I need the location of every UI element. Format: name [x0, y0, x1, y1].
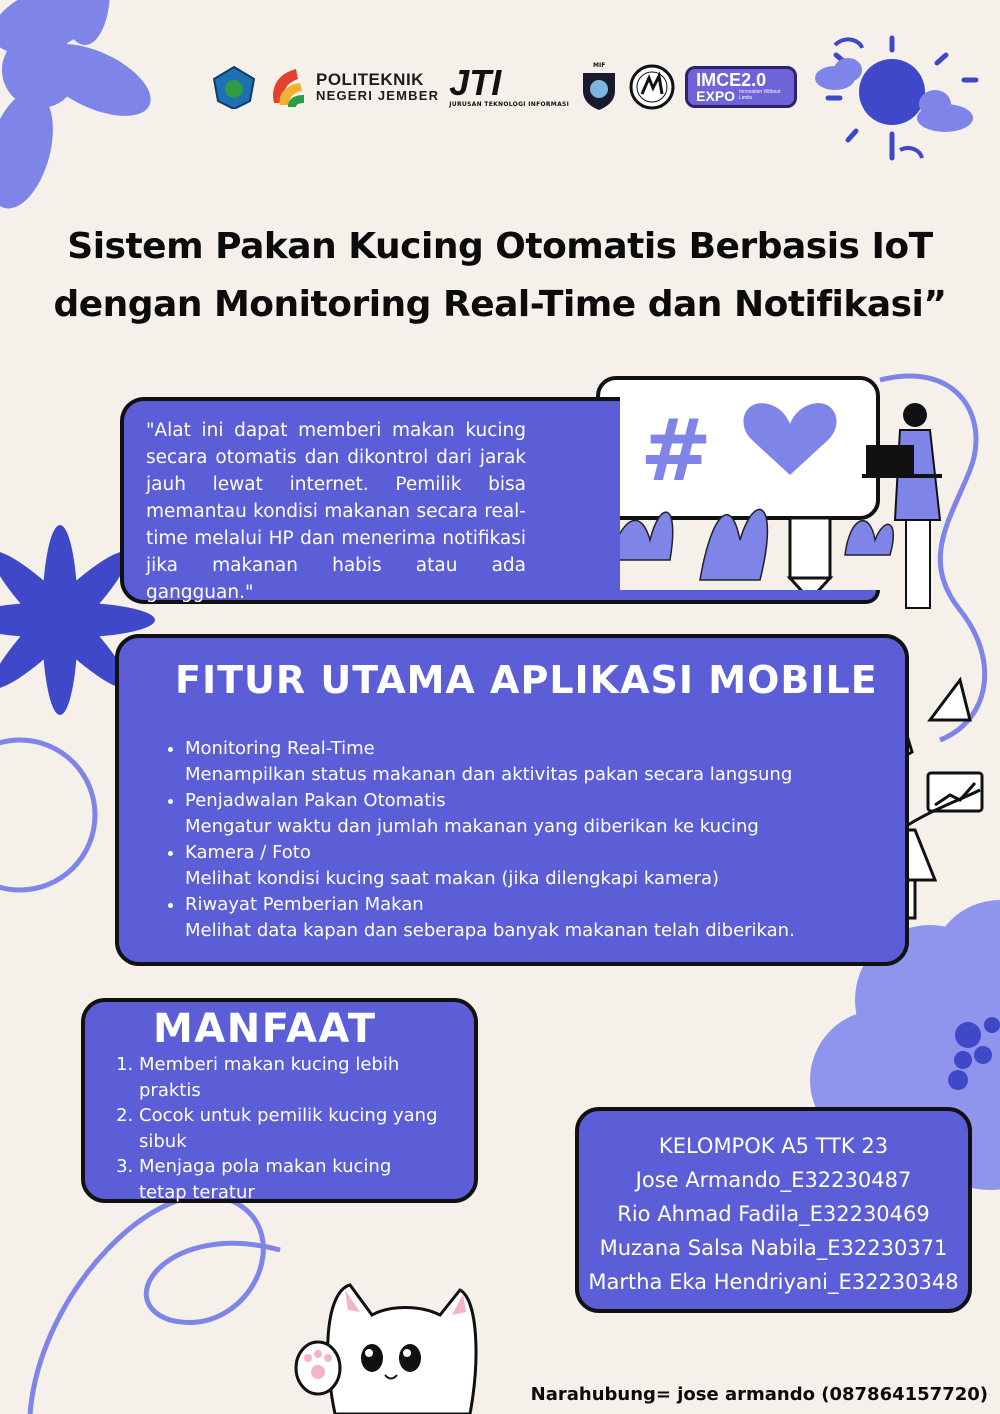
svg-text:#: #	[640, 401, 713, 501]
benefit-item: 1. Memberi makan kucing lebih praktis	[139, 1052, 439, 1103]
benefit-item: 3. Menjaga pola makan kucing tetap teratur	[139, 1154, 439, 1205]
institution-line1: POLITEKNIK	[316, 69, 424, 89]
page-title	[40, 218, 960, 334]
jti-logo-text: JTI	[449, 62, 502, 103]
benefits-list	[119, 1052, 439, 1205]
feature-title: • Kamera / Foto	[185, 842, 311, 863]
circle-outline-decoration	[0, 740, 95, 890]
expo-tagline: Innovation Without Limits	[739, 89, 781, 101]
mif-logo	[579, 62, 619, 111]
flower-decoration-top-left	[0, 0, 161, 216]
institution-line2: NEGERI JEMBER	[316, 87, 440, 103]
feature-item	[185, 736, 885, 788]
description-panel-tail	[600, 590, 880, 604]
group-member: Muzana Salsa Nabila_E32230371	[599, 1236, 948, 1260]
benefit-item: 2. Cocok untuk pemilik kucing yang sibuk	[139, 1103, 439, 1154]
group-members-panel	[575, 1107, 972, 1313]
feature-title: • Riwayat Pemberian Makan	[185, 894, 424, 915]
polije-name	[316, 71, 439, 102]
imce-expo-logo	[685, 66, 797, 108]
features-list	[167, 736, 885, 944]
feature-title: • Penjadwalan Pakan Otomatis	[185, 790, 446, 811]
cat-illustration	[296, 1285, 476, 1414]
feature-desc: Melihat kondisi kucing saat makan (jika dilengkapi kamera)	[185, 868, 720, 889]
group-member: Jose Armando_E32230487	[635, 1168, 912, 1192]
loop-decoration-bottom-left	[30, 1195, 280, 1414]
group-member: Martha Eka Hendriyani_E32230348	[588, 1270, 959, 1294]
pemkab-jember-logo-icon	[212, 65, 256, 109]
feature-item	[185, 840, 885, 892]
description-text: "Alat ini dapat memberi makan kucing secara otomatis dan dikontrol dari jarak jauh lewat internet. Pemilik bisa memantau kondisi makanan secara real-time melalui HP dan menerima notifikasi jika makanan habis atau ada gangguan."	[146, 420, 526, 603]
expo-line2: EXPO	[696, 87, 736, 104]
expo-line1: IMCE2.0	[696, 69, 767, 90]
title-line2: dengan Monitoring Real-Time dan Notifikasi”	[53, 284, 947, 325]
feature-title: • Monitoring Real-Time	[185, 738, 375, 759]
features-panel	[115, 634, 909, 966]
sun-icon	[828, 38, 976, 158]
benefits-panel	[81, 998, 478, 1203]
feature-item	[185, 788, 885, 840]
feature-desc: Mengatur waktu dan jumlah makanan yang diberikan ke kucing	[185, 816, 759, 837]
polije-logo-icon	[266, 65, 306, 109]
ttk-seal-icon	[629, 64, 675, 110]
jti-subtitle: JURUSAN TEKNOLOGI INFORMASI	[449, 101, 570, 108]
features-heading: FITUR UTAMA APLIKASI MOBILE	[175, 658, 878, 702]
feature-desc: Menampilkan status makanan dan aktivitas pakan secara langsung	[185, 764, 793, 785]
jti-logo	[449, 62, 570, 108]
feature-desc: Melihat data kapan dan seberapa banyak makanan telah diberikan.	[185, 920, 795, 941]
description-panel	[120, 397, 620, 604]
group-member: Rio Ahmad Fadila_E32230469	[617, 1202, 930, 1226]
contact-person: Narahubung= jose armando (087864157720)	[530, 1384, 988, 1405]
mif-shield-icon	[579, 69, 619, 111]
title-line1: Sistem Pakan Kucing Otomatis Berbasis IoT	[67, 226, 933, 267]
benefits-heading: MANFAAT	[153, 1006, 377, 1052]
header-logos	[212, 62, 797, 111]
mif-label: MIF	[593, 62, 606, 69]
group-name: KELOMPOK A5 TTK 23	[658, 1134, 889, 1158]
feature-item	[185, 892, 885, 944]
